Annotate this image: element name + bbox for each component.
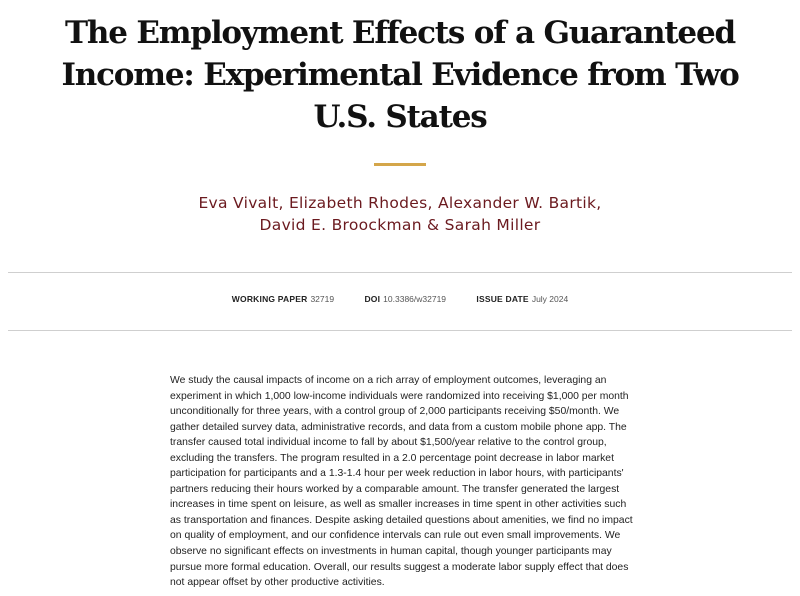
abstract-text: We study the causal impacts of income on a rich array of employment outcomes, leveraging an experiment in which 1,000 low-income individuals were randomized into receiving $1,000 per month unconditionally for three years, with a control group of 2,000 participants receiving $50/month. We gather detailed survey data, administrative records, and data from a custom mobile phone app. The transfer caused total individual income to fall by about $1,500/year relative to the control group, excluding the transfers. The program resulted in a 2.0 percentage point decrease in labor market participation for participants and a 1.3-1.4 hour per week reduction in labor hours, with participants' partners reducing their hours worked by a comparable amount. The transfer generated the largest increases in time spent on leisure, as well as smaller increases in time spent in other activities such as transportation and finances. Despite asking detailed questions about amenities, we find no impact on quality of employment, and our confidence intervals can rule out even small improvements. We observe no significant effects on investments in human capital, though younger participants may pursue more formal education. Overall, our results suggest a moderate labor supply effect that does not appear offset by other productive activities. (170, 375, 633, 589)
author-name[interactable]: Sarah Miller (444, 216, 541, 234)
paper-title: The Employment Effects of a Guaranteed Income: Experimental Evidence from Two U.S. States (61, 15, 739, 135)
author-name[interactable]: Elizabeth Rhodes (288, 194, 428, 212)
issue-date-label: ISSUE DATE (476, 294, 529, 304)
paper-metadata (0, 294, 800, 304)
author-name[interactable]: Alexander W. Bartik (437, 194, 597, 212)
meta-divider-top (8, 272, 792, 273)
issue-date-info (476, 294, 568, 304)
doi-value[interactable]: 10.3386/w32719 (383, 294, 447, 304)
meta-divider-bottom (8, 330, 792, 331)
working-paper-label: WORKING PAPER (231, 294, 308, 304)
author-list: Eva Vivalt, Elizabeth Rhodes, Alexander W. Bartik, David E. Broockman & Sarah Miller (198, 194, 602, 234)
doi-label: DOI (364, 294, 381, 304)
working-paper-number: 32719 (310, 294, 335, 304)
issue-date-value: July 2024 (531, 294, 569, 304)
author-name[interactable]: Eva Vivalt (198, 194, 279, 212)
title-accent-rule (374, 163, 426, 166)
author-name[interactable]: David E. Broockman (259, 216, 422, 234)
working-paper-info (232, 294, 334, 304)
doi-info (364, 294, 446, 304)
